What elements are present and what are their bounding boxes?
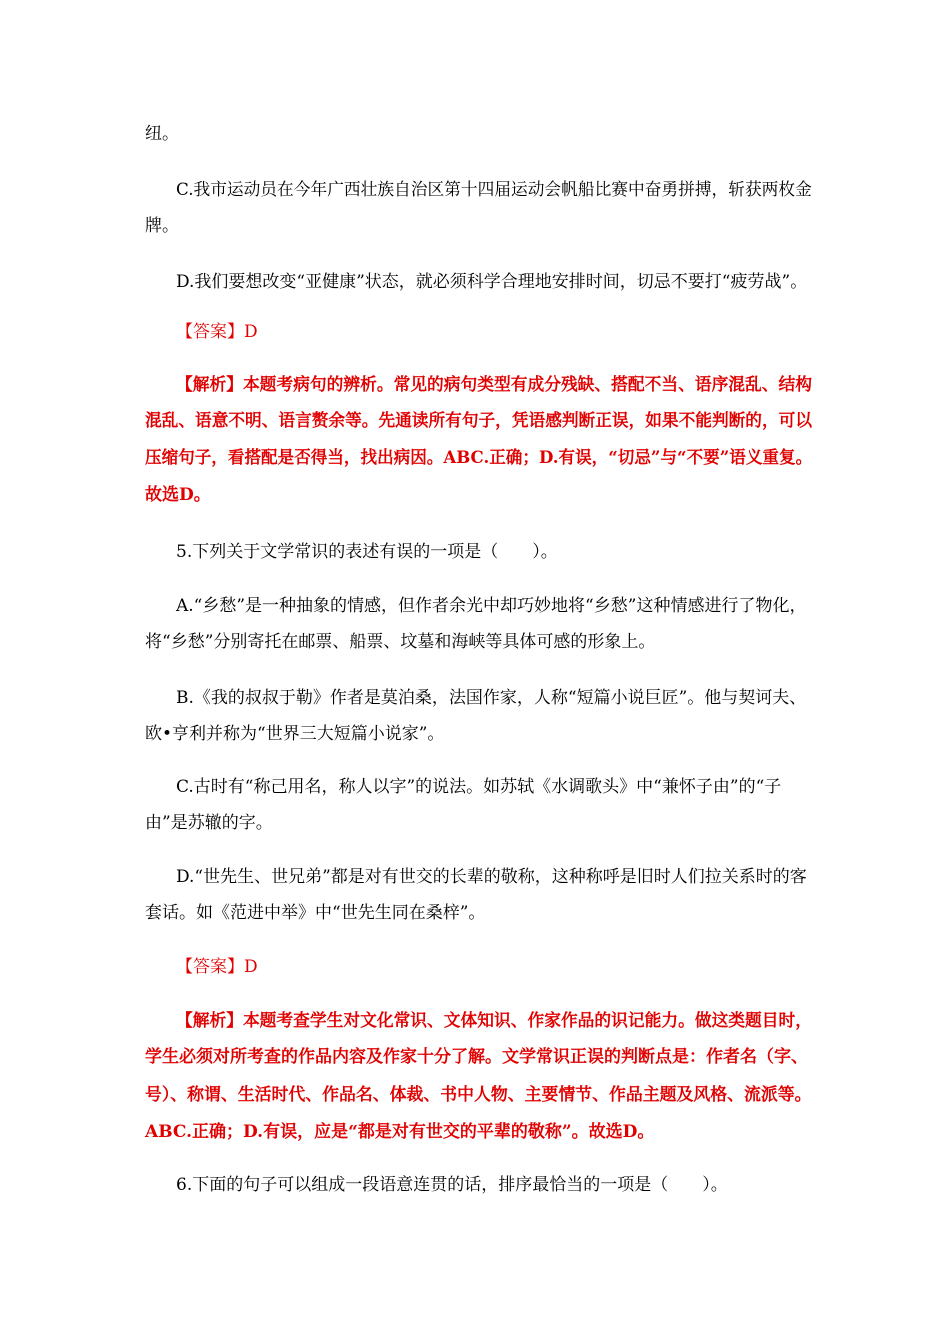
q5-analysis-line4: ABC.正确；D.有误，应是“都是对有世交的平辈的敬称”。故选D。 <box>145 1122 655 1142</box>
q6-stem: 6.下面的句子可以组成一段语意连贯的话，排序最恰当的一项是（ ）。 <box>176 1175 728 1195</box>
q4-analysis-line4: 故选D。 <box>145 485 211 505</box>
q4-analysis-line2: 混乱、语意不明、语言赘余等。先通读所有句子，凭语感判断正误，如果不能判断的，可以 <box>145 411 813 431</box>
q4-answer: 【答案】D <box>176 322 258 342</box>
q5-option-a-line1: A.“乡愁”是一种抽象的情感，但作者余光中却巧妙地将“乡愁”这种情感进行了物化， <box>176 596 807 616</box>
q4-analysis-line3: 压缩句子，看搭配是否得当，找出病因。ABC.正确；D.有误，“切忌”与“不要”语义重复。 <box>145 448 813 468</box>
q5-option-d-line1: D.“世先生、世兄弟”都是对有世交的长辈的敬称，这种称呼是旧时人们拉关系时的客 <box>176 867 807 887</box>
q4-analysis-line1: 【解析】本题考病句的辨析。常见的病句类型有成分残缺、搭配不当、语序混乱、结构 <box>176 375 812 395</box>
q5-option-c-line2: 由”是苏辙的字。 <box>145 813 273 833</box>
q5-answer: 【答案】D <box>176 957 258 977</box>
q4-option-d-line1: D.我们要想改变“亚健康”状态，就必须科学合理地安排时间，切忌不要打“疲劳战”。 <box>176 272 808 292</box>
q5-option-b-line2: 欧•亨利并称为“世界三大短篇小说家”。 <box>145 724 445 744</box>
q5-analysis-line3: 号）、称谓、生活时代、作品名、体裁、书中人物、主要情节、作品主题及风格、流派等。 <box>145 1085 812 1105</box>
q5-option-c-line1: C.古时有“称己用名，称人以字”的说法。如苏轼《水调歌头》中“兼怀子由”的“子 <box>176 777 782 797</box>
q4-option-c-line2: 牌。 <box>145 216 179 236</box>
q5-option-a-line2: 将“乡愁”分别寄托在邮票、船票、坟墓和海峡等具体可感的形象上。 <box>145 632 656 652</box>
q5-analysis-line2: 学生必须对所考查的作品内容及作家十分了解。文学常识正误的判断点是：作者名（字、 <box>145 1047 808 1067</box>
q4-option-b-continuation: 纽。 <box>145 124 179 144</box>
q5-option-b-line1: B.《我的叔叔于勒》作者是莫泊桑，法国作家，人称“短篇小说巨匠”。他与契诃夫、 <box>176 688 807 708</box>
q4-option-c-line1: C.我市运动员在今年广西壮族自治区第十四届运动会帆船比赛中奋勇拼搏，斩获两枚金 <box>176 180 812 200</box>
q5-option-d-line2: 套话。如《范进中举》中“世先生同在桑梓”。 <box>145 903 486 923</box>
q5-analysis-line1: 【解析】本题考查学生对文化常识、文体知识、作家作品的识记能力。做这类题目时， <box>176 1011 812 1031</box>
q5-stem: 5.下列关于文学常识的表述有误的一项是（ ）。 <box>176 542 558 562</box>
